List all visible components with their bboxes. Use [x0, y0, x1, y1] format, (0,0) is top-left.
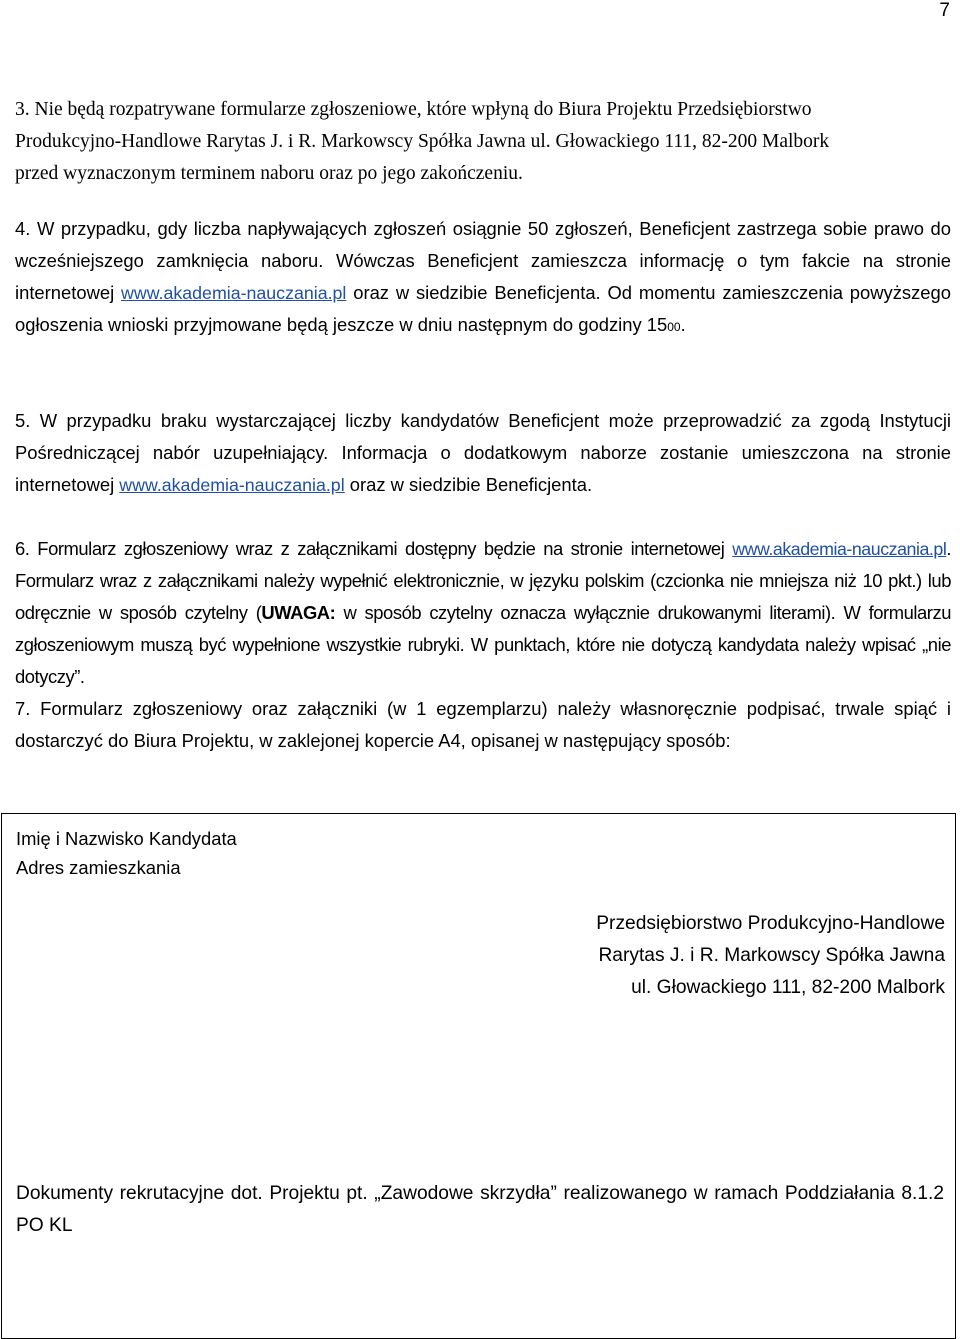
paragraph-5-text-cont: oraz w siedzibie Beneficjenta. [349, 474, 593, 495]
paragraph-4 [15, 213, 951, 343]
sender-block [16, 824, 237, 882]
website-link[interactable]: www.akademia-nauczania.pl [121, 283, 347, 303]
paragraph-3-line: przed wyznaczonym terminem naboru oraz po jego zakończeniu. [15, 163, 523, 184]
paragraph-5 [15, 405, 951, 501]
paragraph-7 [15, 693, 951, 757]
website-link[interactable]: www.akademia-nauczania.pl [732, 539, 947, 559]
recipient-block [596, 908, 945, 1004]
warning-label: UWAGA: [261, 602, 336, 623]
paragraph-3-line: Produkcyjno-Handlowe Rarytas J. i R. Markowscy Spółka Jawna ul. Głowackiego 111, 82-200 Malbork [15, 131, 830, 152]
website-link[interactable]: www.akademia-nauczania.pl [119, 475, 345, 495]
recipient-line: Rarytas J. i R. Markowscy Spółka Jawna [598, 945, 945, 966]
paragraph-6-text: 6. Formularz zgłoszeniowy wraz z załącznikami dostępny będzie na stronie internetowej [15, 538, 725, 559]
paragraph-7-text: 7. Formularz zgłoszeniowy oraz załączniki (w 1 egzemplarzu) należy własnoręcznie podpisać, trwale spiąć i dostarczyć do Biura Projektu, w zaklejonej kopercie A4, opisanej w następujący sposób: [15, 698, 951, 751]
envelope-template [1, 813, 956, 1339]
paragraph-4-end: . [680, 314, 686, 335]
time-minutes: 00 [667, 320, 681, 334]
paragraph-6 [15, 533, 951, 693]
paragraph-3 [15, 94, 951, 190]
paragraph-4-text-cont: oraz w siedzibie Beneficjenta. Od momentu zamieszczenia powyższego ogłoszenia wnioski przyjmowane będą jeszcze w dniu następnym do godziny 15 [15, 282, 951, 335]
recipient-line: ul. Głowackiego 111, 82-200 Malbork [631, 977, 945, 998]
page-number: 7 [939, 0, 950, 21]
paragraph-6-text-end: w sposób czytelny oznacza wyłącznie drukowanymi literami). W formularzu zgłoszeniowym muszą być wypełnione wszystkie rubryki. W punktach, które nie dotyczą kandydata należy wpisać „nie dotyczy”. [15, 602, 951, 687]
paragraph-4-text: 4. W przypadku, gdy liczba napływających zgłoszeń osiągnie 50 zgłoszeń, Beneficjent zastrzega sobie prawo do wcześniejszego zamknięcia naboru. Wówczas Beneficjent zamieszcza informację o tym fakcie na stronie internetowej [15, 218, 951, 303]
paragraph-5-text: 5. W przypadku braku wystarczającej liczby kandydatów Beneficjent może przeprowadzić za zgodą Instytucji Pośredniczącej nabór uzupełniający. Informacja o dodatkowym naborze zostanie umieszczona na stronie internetowej [15, 410, 951, 495]
recipient-line: Przedsiębiorstwo Produkcyjno-Handlowe [596, 913, 945, 934]
sender-address: Adres zamieszkania [16, 857, 181, 878]
sender-name: Imię i Nazwisko Kandydata [16, 828, 237, 849]
paragraph-3-line: 3. Nie będą rozpatrywane formularze zgłoszeniowe, które wpłyną do Biura Projektu Przedsiębiorstwo [15, 99, 812, 120]
paragraph-6-text-cont: . Formularz wraz z załącznikami należy wypełnić elektronicznie, w języku polskim (czcionka nie mniejsza niż 10 pkt.) lub odręcznie w sposób czytelny ( [15, 538, 951, 623]
documents-note: Dokumenty rekrutacyjne dot. Projektu pt. „Zawodowe skrzydła” realizowanego w ramach Poddziałania 8.1.2 PO KL [16, 1183, 944, 1236]
